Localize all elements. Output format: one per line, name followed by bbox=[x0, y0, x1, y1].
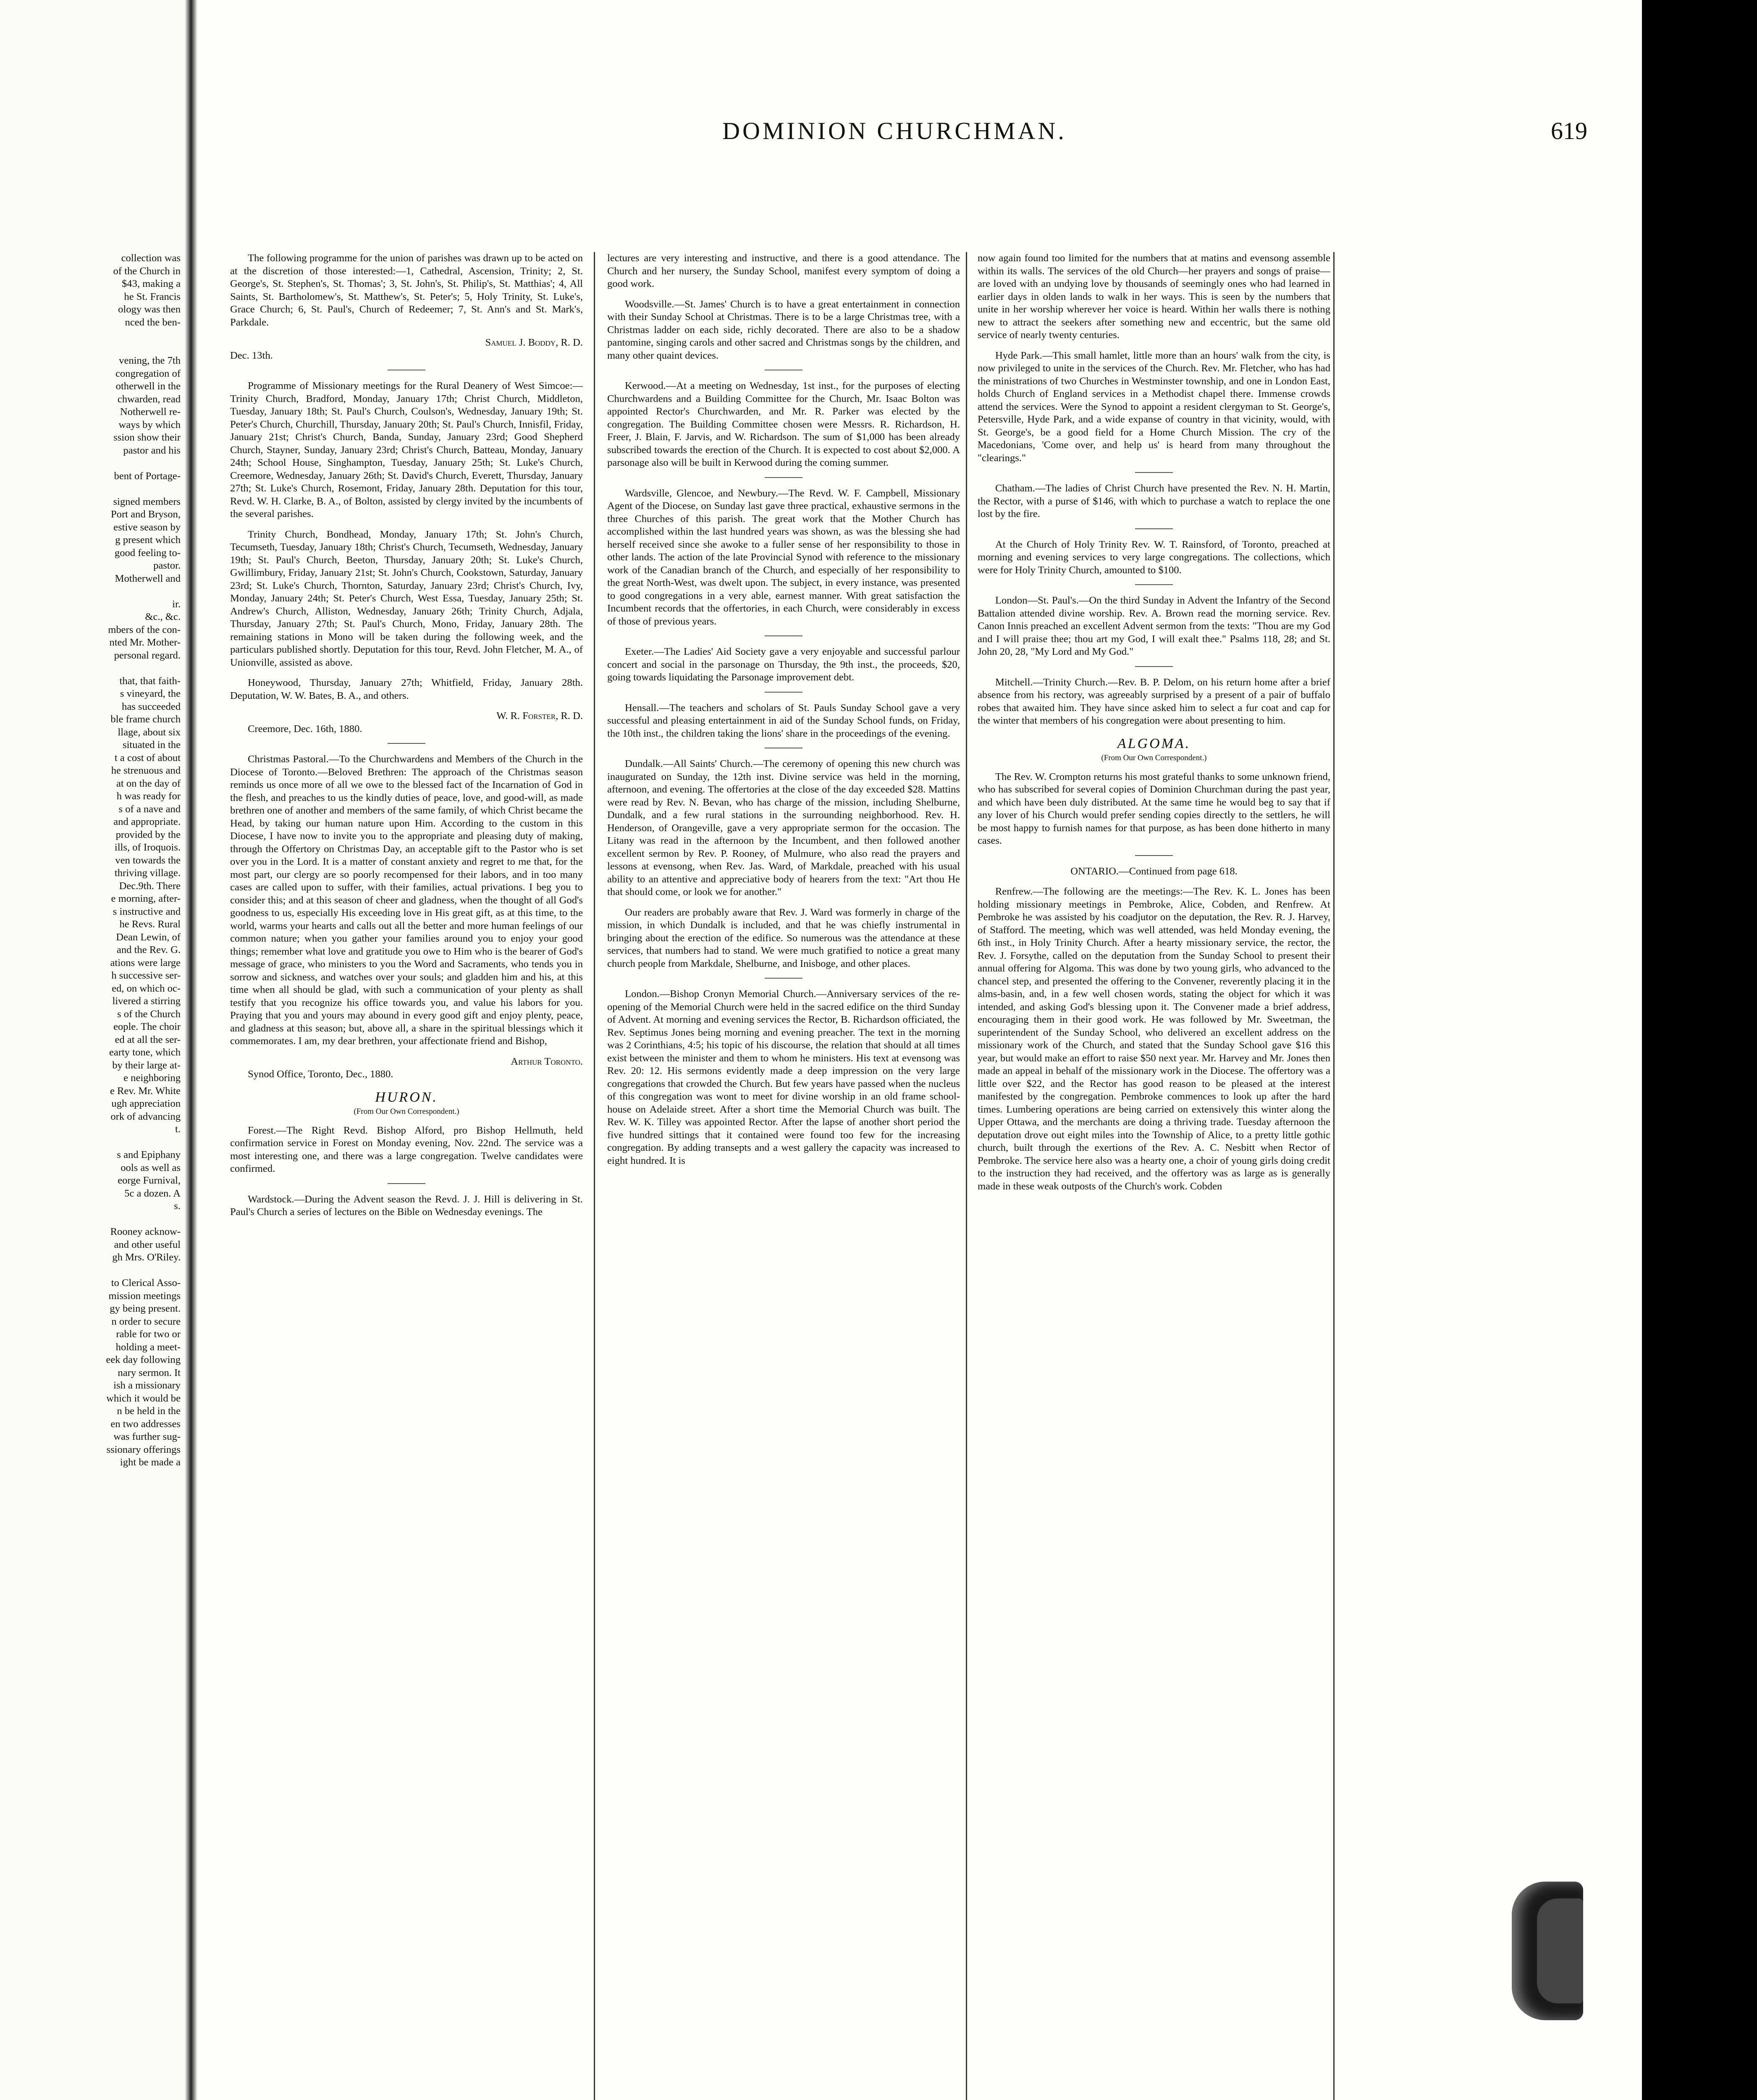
signature: Arthur Toronto. bbox=[511, 1055, 583, 1067]
facing-page-line: Motherwell and bbox=[115, 572, 181, 584]
facing-page-line: eople. The choir bbox=[113, 1021, 181, 1032]
facing-page-line: mission meetings bbox=[108, 1290, 181, 1302]
facing-page-line: signed members bbox=[113, 496, 181, 507]
toronto-union-programme: The following programme for the union of parishes was drawn up to be acted on at the discretion of those interested:—1, Cathedral, Ascension, Trinity; 2, St. George's, St. Stephen's, St. Thomas'; 3, St. John's, St. Philip's, St. Matthias'; 4, All Saints, St. Bartholomew's, St. Matthew's, St. Peter's; 5, Holy Trinity, St. Luke's, Grace Church; 6, St. Paul's, Church of Redeemer; 7, St. Ann's and St. Mark's, Parkdale. bbox=[230, 252, 583, 328]
facing-page-line: llage, about six bbox=[118, 726, 181, 738]
separator bbox=[1135, 472, 1173, 473]
correspondent-note: (From Our Own Correspondent.) bbox=[354, 1107, 459, 1116]
facing-page-line: situated in the bbox=[123, 739, 181, 751]
facing-page-line: otherwell in the bbox=[115, 381, 181, 392]
wardstock-continued: lectures are very interesting and instructive, and there is a good attendance. The Church and her nursery, the Sunday School, manifest every symptom of doing a good work. bbox=[607, 252, 960, 289]
facing-page-line bbox=[4, 342, 181, 355]
dateline: Synod Office, Toronto, Dec., 1880. bbox=[248, 1068, 393, 1080]
facing-page-line: to Clerical Asso- bbox=[111, 1277, 181, 1289]
signature: Samuel J. Boddy, R. D. bbox=[485, 337, 583, 348]
column-1 bbox=[230, 252, 583, 2100]
renfrew-item: Renfrew.—The following are the meetings:—The Rev. K. L. Jones has been holding missionary meetings in Pembroke, Alice, Cobden, and Renfrew. At Pembroke he was assisted by his coadjutor on the deputation, the Rev. R. J. Harvey, of Stafford. The meeting, which was well attended, was held Monday evening, the 6th inst., in Holy Trinity Church. After a hearty missionary service, the rector, the Rev. J. Forsythe, called on the deputation from the Sunday School to present their annual offering for Algoma. This was done by two young girls, who advanced to the chancel step, and presented the offering to the Convener, reverently placing it in the alms-basin, and, in a few well chosen words, stating the object for which it was intended, and asking God's blessing upon it. The Convener made a brief address, encouraging them in their good work. He was followed by Mr. Sweetman, the superintendent of the Sunday School, who delivered an excellent address on the missionary work of the Church, and stated that the Sunday School gave $16 this year, but would make an effort to raise $50 next year. Mr. Harvey and Mr. Jones then made an appeal in behalf of the missionary work in the Diocese. The offertory was a little over $22, and the Rector has good reason to be pleased at the interest manifested by the congregation. Pembroke commences to look up after the hard times. Lumbering operations are being carried on extensively this winter along the Upper Ottawa, and the merchants are doing a thriving trade. Tuesday afternoon the deputation drove out eight miles into the Township of Alice, to a pretty little gothic church, built through the exertions of the Rev. A. C. Nesbitt when Rector of Pembroke. The service here also was a hearty one, a choir of young girls doing credit to the instruction they had received, and the offertory was as large as is generally made in these weak outposts of the Church's work. Cobden bbox=[978, 886, 1330, 1192]
facing-page-line: provided by the bbox=[115, 829, 181, 840]
column-3 bbox=[978, 252, 1330, 2100]
facing-page-line bbox=[4, 585, 181, 598]
facing-page-line: eorge Furnival, bbox=[118, 1175, 181, 1186]
facing-page-line: s vineyard, the bbox=[120, 688, 181, 699]
facing-page-line: $43, making a bbox=[121, 278, 181, 289]
separator bbox=[1135, 666, 1173, 667]
book-gutter bbox=[185, 0, 197, 2100]
facing-page-line: g present which bbox=[115, 534, 181, 546]
london-memorial-item: London.—Bishop Cronyn Memorial Church.—Anniversary services of the re-opening of the Memorial Church were held in the sacred edifice on the third Sunday of Advent. At morning and evening services the Rector, B. Richardson officiated, the Rev. Septimus Jones being morning and evening preacher. The text in the morning was 2 Corinthians, 4:5; his topic of his discourse, the relation that should at all times exist between the minister and them to whom he ministers. His text at evensong was Rev. 20: 12. His sermons evidently made a deep impression on the very large congregations that crowded the Church. But few years have passed when the nucleus of this congregation was wont to meet for divine worship in an old frame school-house on Adelaide street. After a short time the Memorial Church was built. The Rev. W. K. Tilley was appointed Rector. After the lapse of another short period the five hundred sittings that it contained were found too few for the increasing congregation. By adding transepts and a west gallery the capacity was increased to eight hundred. It is bbox=[607, 988, 960, 1166]
facing-page-line bbox=[4, 662, 181, 675]
dundalk-item: Dundalk.—All Saints' Church.—The ceremony of opening this new church was inaugurated on Sunday, the 12th inst. Divine service was held in the morning, afternoon, and evening. The offertories at the close of the day exceeded $28. Mattins were read by Rev. N. Bevan, who has charge of the mission, including Shelburne, Dundalk, and a few rural stations in the surrounding neighborhood. Rev. H. Henderson, of Orangeville, gave a very appropriate sermon for the occasion. The Litany was read in the afternoon by the Incumbent, and then followed another excellent sermon by Rev. P. Rooney, of Mulmure, who also read the prayers and lessons at evensong, when Rev. Jas. Ward, of Markdale, preached with his usual ability to an attentive and appreciative body of hearers from the text: "Art thou He that should come, or look we for another." bbox=[607, 758, 960, 898]
facing-page-line: Dean Lewin, of bbox=[116, 931, 181, 943]
section-heading-huron: HURON. bbox=[375, 1089, 438, 1105]
christmas-pastoral: Christmas Pastoral.—To the Churchwardens and Members of the Church in the Diocese of Toronto.—Beloved Brethren: The approach of the Christmas season reminds us once more of all we owe to the blessed fact of the Incarnation of God in the flesh, and preaches to us the kindly duties of peace, love, and good-will, as made brethren one of another and members of the same family, of which Christ became the Head, by taking our human nature upon Him. According to the custom in this Diocese, I have now to invite you to the appropriate and pleasing duty of making, through the Offertory on Christmas Day, an acceptable gift to the Pastor who is set over you in the Lord. It is a matter of constant anxiety and regret to me that, for the most part, our clergy are so poorly recompensed for their labors, and in too many cases are called upon to suffer, with their families, actual privations. I beg you to consider this; and at this season of cheer and gladness, when the thought of all God's goodness to us, especially His exceeding love in His great gift, as at this time, to the world, warms your hearts and calls out all the better and more human feelings of our common nature; when you gather your families around you to enjoy your good things; remember what love and gratitude you owe to Him who is the bearer of God's message of grace, who ministers to you the Word and Sacraments, who tends you in sorrow and sickness, and watches over your souls; and gladden him and his, at this time when all should be glad, with such a communication of your plenty as shall testify that you recognize his office towards you, and value his labors for you. Praying that you and yours may abound in every good gift and enjoy plenty, peace, and gladness at this season; but, above all, a share in the spiritual blessings which it commemorates. I am, my dear brethren, your affectionate friend and Bishop, bbox=[230, 753, 583, 1047]
facing-page-line: nced the ben- bbox=[125, 316, 181, 328]
dateline: Creemore, Dec. 16th, 1880. bbox=[248, 723, 362, 735]
facing-page-line: t a cost of about bbox=[114, 752, 181, 764]
facing-page-line: he strenuous and bbox=[111, 765, 181, 776]
facing-page-line: holding a meet- bbox=[115, 1341, 181, 1353]
facing-page-line: ills, of Iroquois. bbox=[114, 842, 181, 853]
holy-trinity-item: At the Church of Holy Trinity Rev. W. T. Rainsford, of Toronto, preached at morning and evening services to very large congregations. The collections, which were for Holy Trinity Church, amounted to $100. bbox=[978, 538, 1330, 576]
facing-page-fragment bbox=[0, 0, 185, 2100]
facing-page-text bbox=[4, 252, 181, 2100]
column-rule bbox=[594, 252, 595, 2100]
separator bbox=[388, 743, 425, 744]
facing-page-line: collection was bbox=[121, 252, 181, 264]
facing-page-line: s and Epiphany bbox=[117, 1149, 181, 1160]
facing-page-line: ssionary offerings bbox=[106, 1444, 181, 1455]
facing-page-line: ssion show their bbox=[113, 432, 181, 443]
facing-page-line: Port and Bryson, bbox=[110, 509, 181, 520]
facing-page-line: of the Church in bbox=[113, 265, 181, 277]
facing-page-line: ways by which bbox=[118, 419, 181, 430]
facing-page-line: n be held in the bbox=[117, 1405, 181, 1417]
facing-page-line: Rooney acknow- bbox=[110, 1226, 181, 1237]
wardsville-item: Wardsville, Glencoe, and Newbury.—The Revd. W. F. Campbell, Missionary Agent of the Diocese, on Sunday last gave three practical, exhaustive sermons in the three Churches of this parish. The great work that the Mother Church has accomplished within the last hundred years was shown, as was the blessing she had herself received since she awoke to a fuller sense of her responsibility to those in other lands. The action of the late Provincial Synod with reference to the missionary work of the Canadian branch of the Church, and especially of her responsibility to the great North-West, was dwelt upon. The subject, in every instance, was presented to good congregations in a very able, earnest manner. With great satisfaction the Incumbent records that the offertories, in each Church, were considerably in excess of those of previous years. bbox=[607, 487, 960, 627]
wardstock-item: Wardstock.—During the Advent season the Revd. J. J. Hill is delivering in St. Paul's Church a series of lectures on the Bible on Wednesday evenings. The bbox=[230, 1193, 583, 1218]
facing-page-line: s of the Church bbox=[117, 1008, 181, 1020]
facing-page-line: mbers of the con- bbox=[108, 624, 181, 635]
london-memorial-continued: now again found too limited for the numbers that at matins and evensong assemble within its walls. The services of the old Church—her prayers and songs of praise—are loved with an undying love by thousands of seemingly ones who had learned in earlier days in olden lands to walk in her ways. This is seen by the numbers that unite in her worship wherever her voice is heard. Within her walls there is nothing new to attract the seekers after something new and eccentric, but the same old service of nearly twenty centuries. bbox=[978, 252, 1330, 341]
facing-page-line: livered a stirring bbox=[112, 995, 181, 1007]
column-rule bbox=[1333, 252, 1335, 2100]
woodsville-item: Woodsville.—St. James' Church is to have a great entertainment in connection with their Sunday School at Christmas. There is to be a large Christmas tree, with a Christmas ladder on each side, richly decorated. There are also to be a shadow pantomine, singing carols and other sacred and Christmas songs by the children, and many other quaint devices. bbox=[607, 298, 960, 361]
honeywood-programme: Honeywood, Thursday, January 27th; Whitfield, Friday, January 28th. Deputation, W. W. Bates, B. A., and others. bbox=[230, 677, 583, 701]
facing-page-line: ir. bbox=[172, 598, 181, 610]
facing-page-line: ations were large bbox=[110, 957, 181, 969]
separator bbox=[765, 477, 802, 478]
separator bbox=[388, 1183, 425, 1184]
facing-page-line bbox=[4, 483, 181, 496]
facing-page-line: nted Mr. Mother- bbox=[109, 637, 181, 648]
facing-page-line: ed at all the ser- bbox=[115, 1034, 181, 1045]
chatham-item: Chatham.—The ladies of Christ Church have presented the Rev. N. H. Martin, the Rector, with a purse of $146, with which to purchase a watch to replace the one lost by the fire. bbox=[978, 483, 1330, 520]
facing-page-line: 5c a dozen. A bbox=[124, 1187, 181, 1199]
page-number: 619 bbox=[1551, 117, 1587, 144]
section-heading-algoma: ALGOMA. bbox=[1117, 735, 1191, 751]
facing-page-line: chwarden, read bbox=[117, 393, 181, 405]
mitchell-item: Mitchell.—Trinity Church.—Rev. B. P. Delom, on his return home after a brief absence from his rectory, was agreeably surprised by a present of a pair of buffalo robes that awaited him. They have since asked him to select a fur coat and cap for the winter that members of his congregation were about presenting to him. bbox=[978, 676, 1330, 726]
facing-page-line: and the Rev. G. bbox=[116, 944, 181, 956]
facing-page-line: h successive ser- bbox=[111, 970, 181, 981]
newspaper-page bbox=[197, 0, 1642, 2100]
facing-page-line: by their large at- bbox=[112, 1059, 181, 1071]
facing-page-line: pastor. bbox=[153, 560, 181, 571]
facing-page-line: and other useful bbox=[114, 1239, 181, 1250]
dateline: Dec. 13th. bbox=[230, 349, 273, 361]
facing-page-line: which it would be bbox=[106, 1392, 181, 1404]
separator bbox=[1135, 528, 1173, 529]
facing-page-line: personal regard. bbox=[114, 649, 181, 661]
kerwood-item: Kerwood.—At a meeting on Wednesday, 1st inst., for the purposes of electing Churchwardens and a Building Committee for the Church, Mr. Isaac Bolton was appointed Rector's Churchwarden, and Mr. R. Parker was elected by the congregation. The Building Committee chosen were Messrs. R. Richardson, H. Freer, J. Blain, F. Jarvis, and W. Richardson. The sum of $1,000 has been already subscribed towards the erection of the Church. It is expected to cost about $2,000. A parsonage also will be built in Kerwood during the coming summer. bbox=[607, 380, 960, 468]
facing-page-line: Notherwell re- bbox=[120, 406, 181, 417]
signature: W. R. Forster, R. D. bbox=[496, 710, 583, 722]
facing-page-line: and appropriate. bbox=[113, 816, 181, 827]
exeter-item: Exeter.—The Ladies' Aid Society gave a very enjoyable and successful parlour concert and social in the parsonage on Thursday, the 9th inst., the proceeds, $20, going towards liquidating the Parsonage improvement debt. bbox=[607, 646, 960, 683]
facing-page-line: &c., &c. bbox=[145, 611, 181, 622]
facing-page-line: ble frame church bbox=[110, 714, 181, 725]
facing-page-line: ology was then bbox=[118, 304, 181, 315]
facing-page-line: ork of advancing bbox=[110, 1110, 181, 1122]
facing-page-line bbox=[4, 1136, 181, 1149]
facing-page-line: was further sug- bbox=[113, 1431, 181, 1442]
separator bbox=[765, 692, 802, 693]
column-2 bbox=[607, 252, 960, 2100]
facing-page-line: gy being present. bbox=[110, 1303, 181, 1314]
hensall-item: Hensall.—The teachers and scholars of St. Pauls Sunday School gave a very successful and pleasing entertainment in aid of the Sunday School funds, on Friday, the 10th inst., the children taking the lions' share in the proceedings of the evening. bbox=[607, 702, 960, 739]
binder-clip-inner bbox=[1537, 1898, 1583, 2003]
facing-page-line: Dec.9th. There bbox=[119, 880, 181, 892]
facing-page-line: he Revs. Rural bbox=[119, 919, 181, 930]
facing-page-line: t. bbox=[175, 1124, 181, 1135]
facing-page-line: congregation of bbox=[115, 368, 181, 379]
facing-page-line bbox=[4, 1264, 181, 1277]
forest-item: Forest.—The Right Revd. Bishop Alford, pro Bishop Hellmuth, held confirmation service in Forest on Monday evening, Nov. 22nd. The service was a most interesting one, and there was a large congregation. Twelve candidates were confirmed. bbox=[230, 1124, 583, 1174]
facing-page-line bbox=[4, 329, 181, 342]
facing-page-line: e Rev. Mr. White bbox=[110, 1085, 181, 1097]
dundalk-item-continued: Our readers are probably aware that Rev. J. Ward was formerly in charge of the mission, in which Dundalk is included, and that he was chiefly instrumental in bringing about the erection of the edifice. So numerous was the attendance at these services, that numbers had to stand. We were much gratified to notice a great many church people from Markdale, Shelburne, and Inisboge, and other places. bbox=[607, 906, 960, 969]
separator bbox=[765, 635, 802, 636]
facing-page-line bbox=[4, 457, 181, 470]
masthead-title: DOMINION CHURCHMAN. bbox=[722, 117, 1067, 144]
facing-page-line: vening, the 7th bbox=[119, 355, 181, 366]
facing-page-line: ven towards the bbox=[115, 854, 181, 866]
facing-page-line: s of a nave and bbox=[118, 803, 181, 815]
facing-page-line: thriving village. bbox=[114, 867, 181, 879]
facing-page-line: eek day following bbox=[106, 1354, 181, 1365]
facing-page-line: has succeeded bbox=[122, 701, 181, 712]
ontario-continued-heading: ONTARIO.—Continued from page 618. bbox=[1070, 865, 1238, 877]
tecumseth-programme: Trinity Church, Bondhead, Monday, January 17th; St. John's Church, Tecumseth, Tuesday, January 18th; Christ's Church, Tecumseth, Wednesday, January 19th; St. Paul's Church, Beeton, Thursday, January 20th; St. Luke's Church, Gwillimbury, Friday, January 21st; St. John's Church, Cookstown, Saturday, January 23rd; St. Luke's Church, Thornton, Saturday, January 23rd; Christ's Church, Ivy, Monday, January 24th; St. Peter's Church, West Essa, Tuesday, January 25th; St. Andrew's Church, Alliston, Wednesday, January 26th; Trinity Church, Adjala, Thursday, January 27th; St. Paul's Church, Mono, Friday, January 28th. The remaining stations in Mono will be taken during the following week, and the particulars published shortly. Deputation for this tour, Revd. John Fletcher, M. A., of Unionville, assisted as above. bbox=[230, 528, 583, 668]
facing-page-line: at on the day of bbox=[116, 777, 181, 789]
facing-page-line: ugh appreciation bbox=[111, 1098, 181, 1109]
facing-page-line: rable for two or bbox=[116, 1328, 181, 1340]
facing-page-line: ools as well as bbox=[121, 1162, 181, 1173]
facing-page-line: n order to secure bbox=[111, 1315, 181, 1327]
facing-page-line: en two addresses bbox=[110, 1418, 181, 1430]
separator bbox=[1135, 855, 1173, 856]
hyde-park-item: Hyde Park.—This small hamlet, little more than an hours' walk from the city, is now privileged to unite in the services of the Church. Rev. Mr. Fletcher, who has had the ministrations of two Churches in Westminster township, and one in London East, holds Church of England services in a Methodist chapel there. Immense crowds attend the services. Were the Synod to appoint a resident clergyman to St. George's, Petersville, Hyde Park, and a wide expanse of country in that vicinity, would, with St. George's, be a good field for a Home Church Mission. The cry of the Macedonians, 'Come over, and help us' is heard from many throughout the "clearings." bbox=[978, 349, 1330, 464]
facing-page-line: that, that faith- bbox=[119, 675, 181, 687]
separator bbox=[1135, 584, 1173, 585]
facing-page-line: s instructive and bbox=[113, 906, 181, 917]
facing-page-line: he St. Francis bbox=[124, 291, 181, 302]
page-header bbox=[197, 113, 1587, 155]
facing-page-line: s. bbox=[174, 1200, 181, 1212]
correspondent-note: (From Our Own Correspondent.) bbox=[1101, 753, 1207, 762]
facing-page-line: ed, on which oc- bbox=[112, 982, 181, 994]
facing-page-line: e morning, after- bbox=[111, 893, 181, 904]
column-rule bbox=[966, 252, 967, 2100]
facing-page-line: ish a missionary bbox=[113, 1380, 181, 1391]
facing-page-line: h was ready for bbox=[116, 790, 181, 802]
facing-page-line: ight be made a bbox=[120, 1457, 181, 1468]
facing-page-line: good feeling to- bbox=[114, 547, 181, 559]
facing-page-line: estive season by bbox=[113, 521, 181, 533]
facing-page-line: nary sermon. It bbox=[118, 1367, 181, 1378]
separator bbox=[765, 978, 802, 979]
facing-page-line: earty tone, which bbox=[109, 1047, 181, 1058]
facing-page-line: gh Mrs. O'Riley. bbox=[112, 1252, 181, 1263]
west-simcoe-programme: Programme of Missionary meetings for the Rural Deanery of West Simcoe:—Trinity Church, Bradford, Monday, January 17th; Christ Church, Middleton, Tuesday, January 18th; St. Paul's Church, Coulson's, Wednesday, January 19th; St. Peter's Church, Churchill, Thursday, January 20th; St. Paul's Church, Innisfil, Friday, January 21st; Christ's Church, Banda, Sunday, January 23rd; Good Shepherd Church, Stayner, Sunday, January 23rd; Christ's Church, Batteau, Monday, January 24th; School House, Singhampton, Tuesday, January 25th; St. Luke's Church, Creemore, Wednesday, January 26th; St. David's Church, Everett, Thursday, January 27th; St. Luke's Church, Rosemont, Friday, January 28th. Deputation for this tour, Revd. W. H. Clarke, B. A., of Bolton, assisted by clergy invited by the incumbents of the several parishes. bbox=[230, 380, 583, 520]
london-st-pauls-item: London—St. Paul's.—On the third Sunday in Advent the Infantry of the Second Battalion attended divine worship. Rev. A. Brown read the morning service. Rev. Canon Innis preached an excellent Advent sermon from the texts: "Thou are my God and I will praise thee; thou art my God, I will exalt thee." Psalms 118, 28; and St. John 20, 28, "My Lord and My God." bbox=[978, 595, 1330, 657]
crompton-item: The Rev. W. Crompton returns his most grateful thanks to some unknown friend, who has subscribed for several copies of Dominion Churchman during the past year, and which have been duly distributed. At the same time he would beg to say that if any lover of his Church would prefer sending copies directly to the settlers, he will be most happy to furnish names for that purpose, as has been done hitherto in many cases. bbox=[978, 771, 1330, 846]
facing-page-line: bent of Portage- bbox=[114, 470, 181, 482]
facing-page-line: e neighboring bbox=[123, 1072, 181, 1084]
facing-page-line: pastor and his bbox=[123, 444, 181, 456]
facing-page-line bbox=[4, 1213, 181, 1226]
